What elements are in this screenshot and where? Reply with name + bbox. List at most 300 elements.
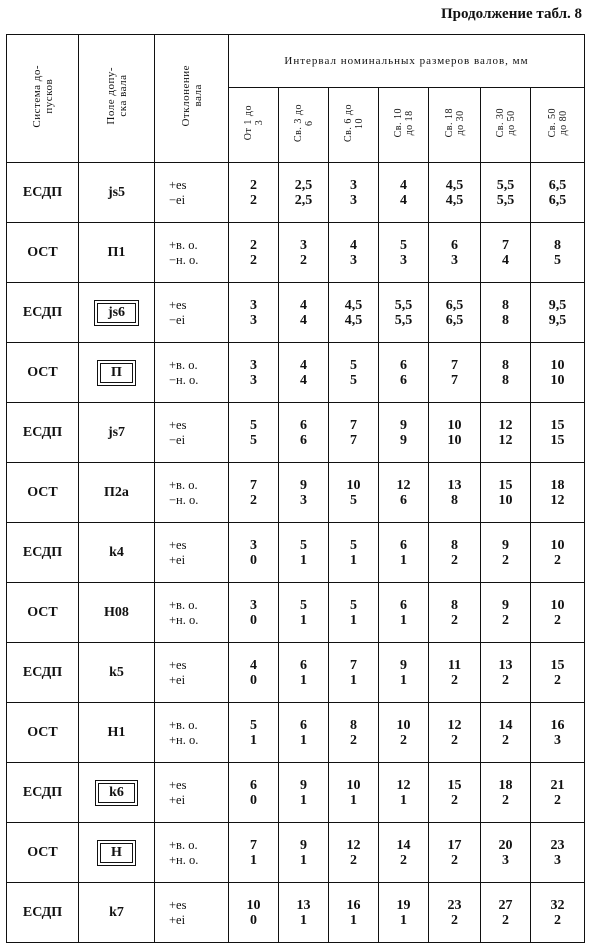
value-lower: 3	[502, 852, 509, 868]
value-upper: 6	[400, 357, 407, 373]
value-lower: 4,5	[445, 192, 464, 208]
value-cell	[531, 823, 585, 883]
system-cell: ОСТ	[7, 223, 79, 283]
value-upper: 13	[296, 897, 311, 913]
value-cell	[429, 463, 481, 523]
value-cell	[279, 883, 329, 943]
value-lower: 2	[350, 732, 357, 748]
value-upper: 4	[300, 297, 307, 313]
value-cell	[329, 283, 379, 343]
field-label: js5	[107, 184, 126, 200]
value-upper: 23	[447, 897, 462, 913]
value-upper: 15	[498, 477, 513, 493]
value-lower: 5	[350, 492, 357, 508]
system-cell: ЕСДП	[7, 883, 79, 943]
field-cell	[79, 163, 155, 223]
value-lower: 1	[300, 672, 307, 688]
value-lower: 0	[250, 552, 257, 568]
value-upper: 5	[350, 597, 357, 613]
deviation-cell	[155, 283, 229, 343]
value-upper: 8	[554, 237, 561, 253]
value-upper: 10	[396, 717, 411, 733]
value-cell	[531, 643, 585, 703]
header-interval-title: Интервал номинальных размеров валов, мм	[229, 35, 585, 88]
value-cell	[279, 763, 329, 823]
value-cell	[379, 343, 429, 403]
value-cell	[329, 163, 379, 223]
value-cell	[481, 823, 531, 883]
value-cell	[379, 403, 429, 463]
value-cell	[229, 703, 279, 763]
value-upper: 4	[350, 237, 357, 253]
value-upper: 7	[451, 357, 458, 373]
value-lower: 4	[300, 372, 307, 388]
value-lower: 1	[400, 612, 407, 628]
value-upper: 6	[300, 657, 307, 673]
value-lower: 1	[350, 792, 357, 808]
value-cell	[379, 283, 429, 343]
value-lower: 2	[502, 732, 509, 748]
value-cell	[329, 343, 379, 403]
value-upper: 9,5	[548, 297, 567, 313]
value-lower: 0	[250, 792, 257, 808]
deviation-lower: −н. о.	[169, 372, 199, 387]
value-upper: 9	[300, 777, 307, 793]
deviation-upper: +es	[169, 537, 187, 552]
deviation-lower: +н. о.	[169, 732, 199, 747]
value-lower: 1	[300, 612, 307, 628]
value-lower: 9,5	[548, 312, 567, 328]
value-lower: 1	[250, 732, 257, 748]
deviation-upper: +es	[169, 777, 187, 792]
value-upper: 6	[400, 537, 407, 553]
field-label: П	[100, 363, 133, 383]
value-cell	[229, 343, 279, 403]
header-interval-3: Св. 6 до 10	[329, 88, 379, 163]
value-cell	[531, 763, 585, 823]
value-lower: 2	[250, 252, 257, 268]
value-upper: 8	[502, 357, 509, 373]
field-cell	[79, 463, 155, 523]
value-lower: 1	[400, 552, 407, 568]
value-upper: 12	[498, 417, 513, 433]
field-label: k4	[109, 544, 124, 560]
value-upper: 5	[250, 717, 257, 733]
value-cell	[279, 703, 329, 763]
field-label: js6	[97, 303, 136, 323]
value-cell	[229, 283, 279, 343]
value-lower: 5,5	[496, 192, 515, 208]
table-caption: Продолжение табл. 8	[440, 6, 582, 22]
value-upper: 5	[400, 237, 407, 253]
deviation-cell	[155, 163, 229, 223]
header-deviation: Отклонение вала	[155, 35, 229, 163]
value-cell	[429, 223, 481, 283]
value-lower: 0	[250, 612, 257, 628]
value-cell	[481, 223, 531, 283]
value-upper: 15	[550, 417, 565, 433]
value-lower: 8	[502, 372, 509, 388]
value-cell	[531, 703, 585, 763]
value-cell	[379, 463, 429, 523]
value-cell	[531, 883, 585, 943]
value-lower: 5	[350, 372, 357, 388]
value-lower: 4	[400, 192, 407, 208]
value-cell	[481, 403, 531, 463]
table-row	[7, 283, 585, 343]
value-lower: 4	[502, 252, 509, 268]
value-lower: 12	[498, 432, 513, 448]
value-cell	[481, 163, 531, 223]
value-lower: 6,5	[548, 192, 567, 208]
value-cell	[429, 343, 481, 403]
deviation-lower: +ei	[169, 792, 186, 807]
value-lower: 2	[554, 552, 561, 568]
value-upper: 6	[250, 777, 257, 793]
deviation-lower: +н. о.	[169, 612, 199, 627]
value-lower: 2	[502, 672, 509, 688]
header-interval-1: От 1 до 3	[229, 88, 279, 163]
value-upper: 9	[400, 657, 407, 673]
system-cell: ОСТ	[7, 703, 79, 763]
deviation-upper: +es	[169, 177, 187, 192]
deviation-lower: −ei	[169, 192, 186, 207]
value-upper: 12	[396, 777, 411, 793]
value-cell	[279, 823, 329, 883]
deviation-cell	[155, 523, 229, 583]
value-upper: 12	[396, 477, 411, 493]
value-lower: 1	[300, 732, 307, 748]
value-cell	[531, 403, 585, 463]
value-upper: 10	[447, 417, 462, 433]
deviation-lower: −ei	[169, 312, 186, 327]
value-upper: 19	[396, 897, 411, 913]
value-upper: 8	[502, 297, 509, 313]
value-upper: 7	[250, 477, 257, 493]
value-upper: 5	[300, 597, 307, 613]
table-row	[7, 703, 585, 763]
value-cell	[329, 703, 379, 763]
deviation-lower: +ei	[169, 672, 186, 687]
value-lower: 5,5	[394, 312, 413, 328]
value-lower: 3	[250, 312, 257, 328]
value-upper: 12	[346, 837, 361, 853]
value-cell	[329, 223, 379, 283]
value-lower: 2	[554, 912, 561, 928]
value-cell	[279, 583, 329, 643]
value-cell	[481, 643, 531, 703]
value-upper: 8	[350, 717, 357, 733]
value-cell	[279, 223, 329, 283]
value-upper: 5,5	[394, 297, 413, 313]
value-upper: 6,5	[445, 297, 464, 313]
value-cell	[379, 163, 429, 223]
value-lower: 1	[300, 912, 307, 928]
value-cell	[329, 823, 379, 883]
value-cell	[279, 163, 329, 223]
value-lower: 1	[350, 612, 357, 628]
value-cell	[379, 583, 429, 643]
value-lower: 4	[300, 312, 307, 328]
value-cell	[531, 223, 585, 283]
value-upper: 13	[447, 477, 462, 493]
value-upper: 10	[550, 537, 565, 553]
header-interval-7: Св. 50 до 80	[531, 88, 585, 163]
deviation-cell	[155, 463, 229, 523]
value-cell	[329, 523, 379, 583]
value-cell	[481, 883, 531, 943]
value-cell	[429, 763, 481, 823]
value-upper: 8	[451, 537, 458, 553]
value-lower: 7	[451, 372, 458, 388]
value-cell	[279, 403, 329, 463]
value-lower: 1	[300, 792, 307, 808]
value-lower: 3	[554, 732, 561, 748]
value-cell	[481, 283, 531, 343]
value-upper: 23	[550, 837, 565, 853]
value-lower: 2	[554, 672, 561, 688]
value-lower: 15	[550, 432, 565, 448]
system-cell: ЕСДП	[7, 643, 79, 703]
deviation-cell	[155, 403, 229, 463]
system-cell: ЕСДП	[7, 403, 79, 463]
value-upper: 5	[300, 537, 307, 553]
system-cell: ЕСДП	[7, 163, 79, 223]
value-lower: 8	[451, 492, 458, 508]
value-lower: 2,5	[294, 192, 313, 208]
field-cell	[79, 703, 155, 763]
value-upper: 3	[250, 297, 257, 313]
field-cell	[79, 283, 155, 343]
value-cell	[329, 583, 379, 643]
value-cell	[229, 583, 279, 643]
value-upper: 15	[447, 777, 462, 793]
deviation-upper: +в. о.	[169, 357, 198, 372]
value-cell	[429, 643, 481, 703]
deviation-cell	[155, 343, 229, 403]
value-lower: 3	[300, 492, 307, 508]
value-upper: 7	[250, 837, 257, 853]
value-cell	[229, 523, 279, 583]
deviation-upper: +es	[169, 297, 187, 312]
value-cell	[279, 523, 329, 583]
field-label: js7	[107, 424, 126, 440]
value-upper: 21	[550, 777, 565, 793]
value-lower: 1	[350, 912, 357, 928]
value-cell	[531, 163, 585, 223]
field-cell	[79, 223, 155, 283]
value-upper: 13	[498, 657, 513, 673]
value-upper: 18	[550, 477, 565, 493]
field-label: k6	[98, 783, 135, 803]
value-upper: 2	[250, 237, 257, 253]
value-lower: 2	[451, 552, 458, 568]
value-upper: 3	[250, 537, 257, 553]
value-cell	[329, 643, 379, 703]
value-lower: 2	[300, 252, 307, 268]
value-cell	[379, 823, 429, 883]
value-cell	[481, 463, 531, 523]
value-upper: 4,5	[344, 297, 363, 313]
deviation-cell	[155, 823, 229, 883]
value-lower: 12	[550, 492, 565, 508]
value-lower: 2	[502, 912, 509, 928]
value-upper: 3	[300, 237, 307, 253]
value-cell	[279, 643, 329, 703]
value-upper: 14	[498, 717, 513, 733]
value-cell	[279, 283, 329, 343]
value-cell	[481, 583, 531, 643]
value-cell	[429, 163, 481, 223]
value-cell	[329, 883, 379, 943]
deviation-cell	[155, 223, 229, 283]
field-label: Н	[100, 843, 133, 863]
value-lower: 2	[502, 612, 509, 628]
table-row	[7, 403, 585, 463]
field-label: k5	[109, 664, 124, 680]
value-lower: 0	[250, 912, 257, 928]
value-upper: 27	[498, 897, 513, 913]
value-cell	[229, 823, 279, 883]
value-lower: 1	[400, 672, 407, 688]
value-upper: 5	[350, 537, 357, 553]
deviation-upper: +es	[169, 657, 187, 672]
value-upper: 11	[447, 657, 462, 673]
deviation-upper: +в. о.	[169, 477, 198, 492]
system-cell: ЕСДП	[7, 523, 79, 583]
deviation-upper: +в. о.	[169, 717, 198, 732]
value-cell	[229, 763, 279, 823]
value-lower: 8	[502, 312, 509, 328]
table-row	[7, 763, 585, 823]
value-lower: 1	[350, 672, 357, 688]
value-upper: 4,5	[445, 177, 464, 193]
table-row	[7, 343, 585, 403]
deviation-lower: +ei	[169, 912, 186, 927]
table-row	[7, 223, 585, 283]
value-lower: 10	[447, 432, 462, 448]
field-cell	[79, 583, 155, 643]
value-lower: 4,5	[344, 312, 363, 328]
value-lower: 2	[502, 552, 509, 568]
value-cell	[481, 703, 531, 763]
value-lower: 2	[250, 492, 257, 508]
value-upper: 5,5	[496, 177, 515, 193]
value-cell	[429, 823, 481, 883]
value-cell	[531, 523, 585, 583]
value-upper: 15	[550, 657, 565, 673]
value-cell	[429, 403, 481, 463]
value-upper: 14	[396, 837, 411, 853]
value-upper: 5	[250, 417, 257, 433]
table-row	[7, 823, 585, 883]
value-lower: 6	[400, 492, 407, 508]
value-upper: 10	[346, 777, 361, 793]
value-lower: 7	[350, 432, 357, 448]
value-upper: 6	[451, 237, 458, 253]
field-cell	[79, 403, 155, 463]
system-cell: ЕСДП	[7, 763, 79, 823]
deviation-upper: +es	[169, 897, 187, 912]
table-row	[7, 643, 585, 703]
value-upper: 16	[346, 897, 361, 913]
value-cell	[379, 763, 429, 823]
value-lower: 6	[300, 432, 307, 448]
value-lower: 2	[451, 732, 458, 748]
table-row	[7, 583, 585, 643]
field-label: Н08	[104, 604, 129, 620]
value-lower: 6	[400, 372, 407, 388]
value-cell	[531, 463, 585, 523]
system-cell: ОСТ	[7, 583, 79, 643]
value-cell	[531, 343, 585, 403]
value-lower: 2	[451, 672, 458, 688]
value-upper: 2	[250, 177, 257, 193]
value-lower: 2	[451, 612, 458, 628]
value-upper: 18	[498, 777, 513, 793]
value-lower: 10	[550, 372, 565, 388]
deviation-cell	[155, 763, 229, 823]
deviation-lower: +н. о.	[169, 852, 199, 867]
value-lower: 1	[350, 552, 357, 568]
system-cell: ОСТ	[7, 343, 79, 403]
value-cell	[229, 463, 279, 523]
value-lower: 2	[451, 792, 458, 808]
field-cell	[79, 883, 155, 943]
value-lower: 2	[250, 192, 257, 208]
header-interval-4: Св. 10 до 18	[379, 88, 429, 163]
value-lower: 6,5	[445, 312, 464, 328]
value-upper: 3	[250, 357, 257, 373]
value-lower: 3	[554, 852, 561, 868]
table-row	[7, 523, 585, 583]
value-cell	[481, 763, 531, 823]
value-lower: 3	[400, 252, 407, 268]
value-upper: 6	[300, 417, 307, 433]
value-lower: 1	[400, 792, 407, 808]
value-upper: 9	[400, 417, 407, 433]
value-cell	[329, 463, 379, 523]
value-lower: 2	[400, 732, 407, 748]
value-upper: 6	[300, 717, 307, 733]
value-lower: 1	[300, 552, 307, 568]
value-upper: 2,5	[294, 177, 313, 193]
value-upper: 7	[350, 417, 357, 433]
field-label: Н1	[107, 724, 126, 740]
value-upper: 4	[400, 177, 407, 193]
value-lower: 5	[250, 432, 257, 448]
value-cell	[481, 523, 531, 583]
value-cell	[379, 883, 429, 943]
value-lower: 0	[250, 672, 257, 688]
value-lower: 2	[400, 852, 407, 868]
value-lower: 5	[554, 252, 561, 268]
deviation-upper: +в. о.	[169, 837, 198, 852]
field-cell	[79, 823, 155, 883]
value-upper: 17	[447, 837, 462, 853]
deviation-upper: +в. о.	[169, 597, 198, 612]
value-lower: 3	[350, 192, 357, 208]
value-lower: 2	[502, 792, 509, 808]
value-cell	[279, 463, 329, 523]
value-upper: 5	[350, 357, 357, 373]
deviation-cell	[155, 703, 229, 763]
header-system: Система до- пусков	[7, 35, 79, 163]
value-cell	[229, 163, 279, 223]
field-cell	[79, 523, 155, 583]
value-lower: 2	[451, 912, 458, 928]
value-cell	[379, 703, 429, 763]
